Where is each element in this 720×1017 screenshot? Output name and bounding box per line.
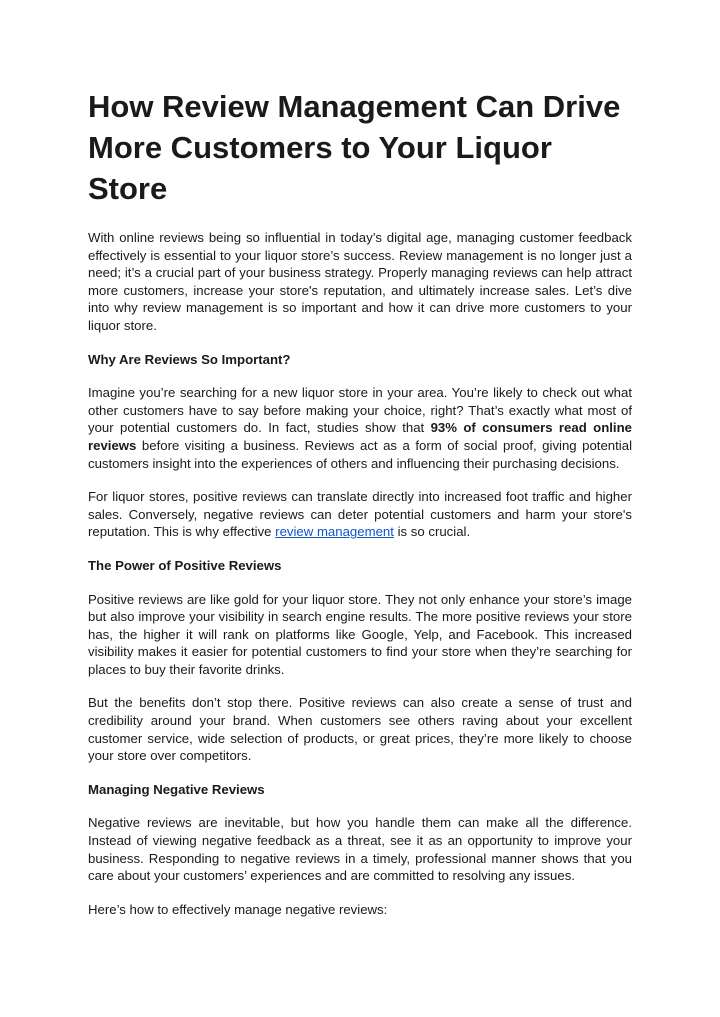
paragraph-how-to-manage: Here’s how to effectively manage negative reviews: [88, 901, 388, 917]
paragraph-positive-gold: Positive reviews are like gold for your liquor store. They not only enhance your store’s image but also improve your visibility in search engine results. The more positive reviews your store has, the higher it will rank on platforms like Google, Yelp, and Facebook. This increased visibility makes it easier for potential customers to find your store when they’re searching for places to buy their favorite drinks. [88, 591, 632, 677]
paragraph-negative-inevitable: Negative reviews are inevitable, but how you handle them can make all the difference. Instead of viewing negative feedback as a threat, see it as an opportunity to improve your business. Responding to negative reviews in a timely, professional manner shows that you care about your customers’ experiences and are committed to resolving any issues. [88, 815, 632, 884]
paragraph-text: before visiting a business. Reviews act as a form of social proof, giving potential customers insight into the experiences of others and influencing their purchasing decisions. [88, 437, 632, 471]
paragraph-imagine-searching [88, 384, 632, 472]
review-management-link[interactable]: review management [275, 524, 394, 540]
paragraph-text: is so crucial. [393, 524, 471, 540]
intro-paragraph: With online reviews being so influential in today’s digital age, managing customer feedback effectively is essential to your liquor store’s success. Review management is no longer just a need; it’s a crucial part of your business strategy. Properly managing reviews can help attract more customers, increase your store's reputation, and ultimately increase sales. Let’s dive into why review management is so important and how it can drive more customers to your liquor store. [88, 230, 632, 333]
paragraph-liquor-stores [88, 488, 632, 541]
paragraph-benefits: But the benefits don’t stop there. Positive reviews can also create a sense of trust and credibility around your brand. When customers see others raving about your excellent customer service, wide selection of products, or great prices, they’re more likely to choose your store over competitors. [88, 695, 632, 764]
section-heading-why-reviews: Why Are Reviews So Important? [88, 351, 291, 367]
page-title: How Review Management Can Drive More Customers to Your Liquor Store [88, 89, 621, 206]
paragraph-text: For liquor stores, positive reviews can translate directly into increased foot traffic and higher sales. Conversely, negative reviews can deter potential customers and harm your store's reputation. This is why effective [88, 489, 632, 540]
section-heading-positive-reviews: The Power of Positive Reviews [88, 557, 282, 573]
paragraph-text: Imagine you’re searching for a new liquor store in your area. You’re likely to check out what other customers have to say before making your choice, right? That’s exactly what most of your potential customers do. In fact, studies show that [88, 385, 632, 436]
section-heading-negative-reviews: Managing Negative Reviews [88, 781, 265, 797]
bold-statistic: 93% of consumers read online reviews [88, 420, 632, 453]
